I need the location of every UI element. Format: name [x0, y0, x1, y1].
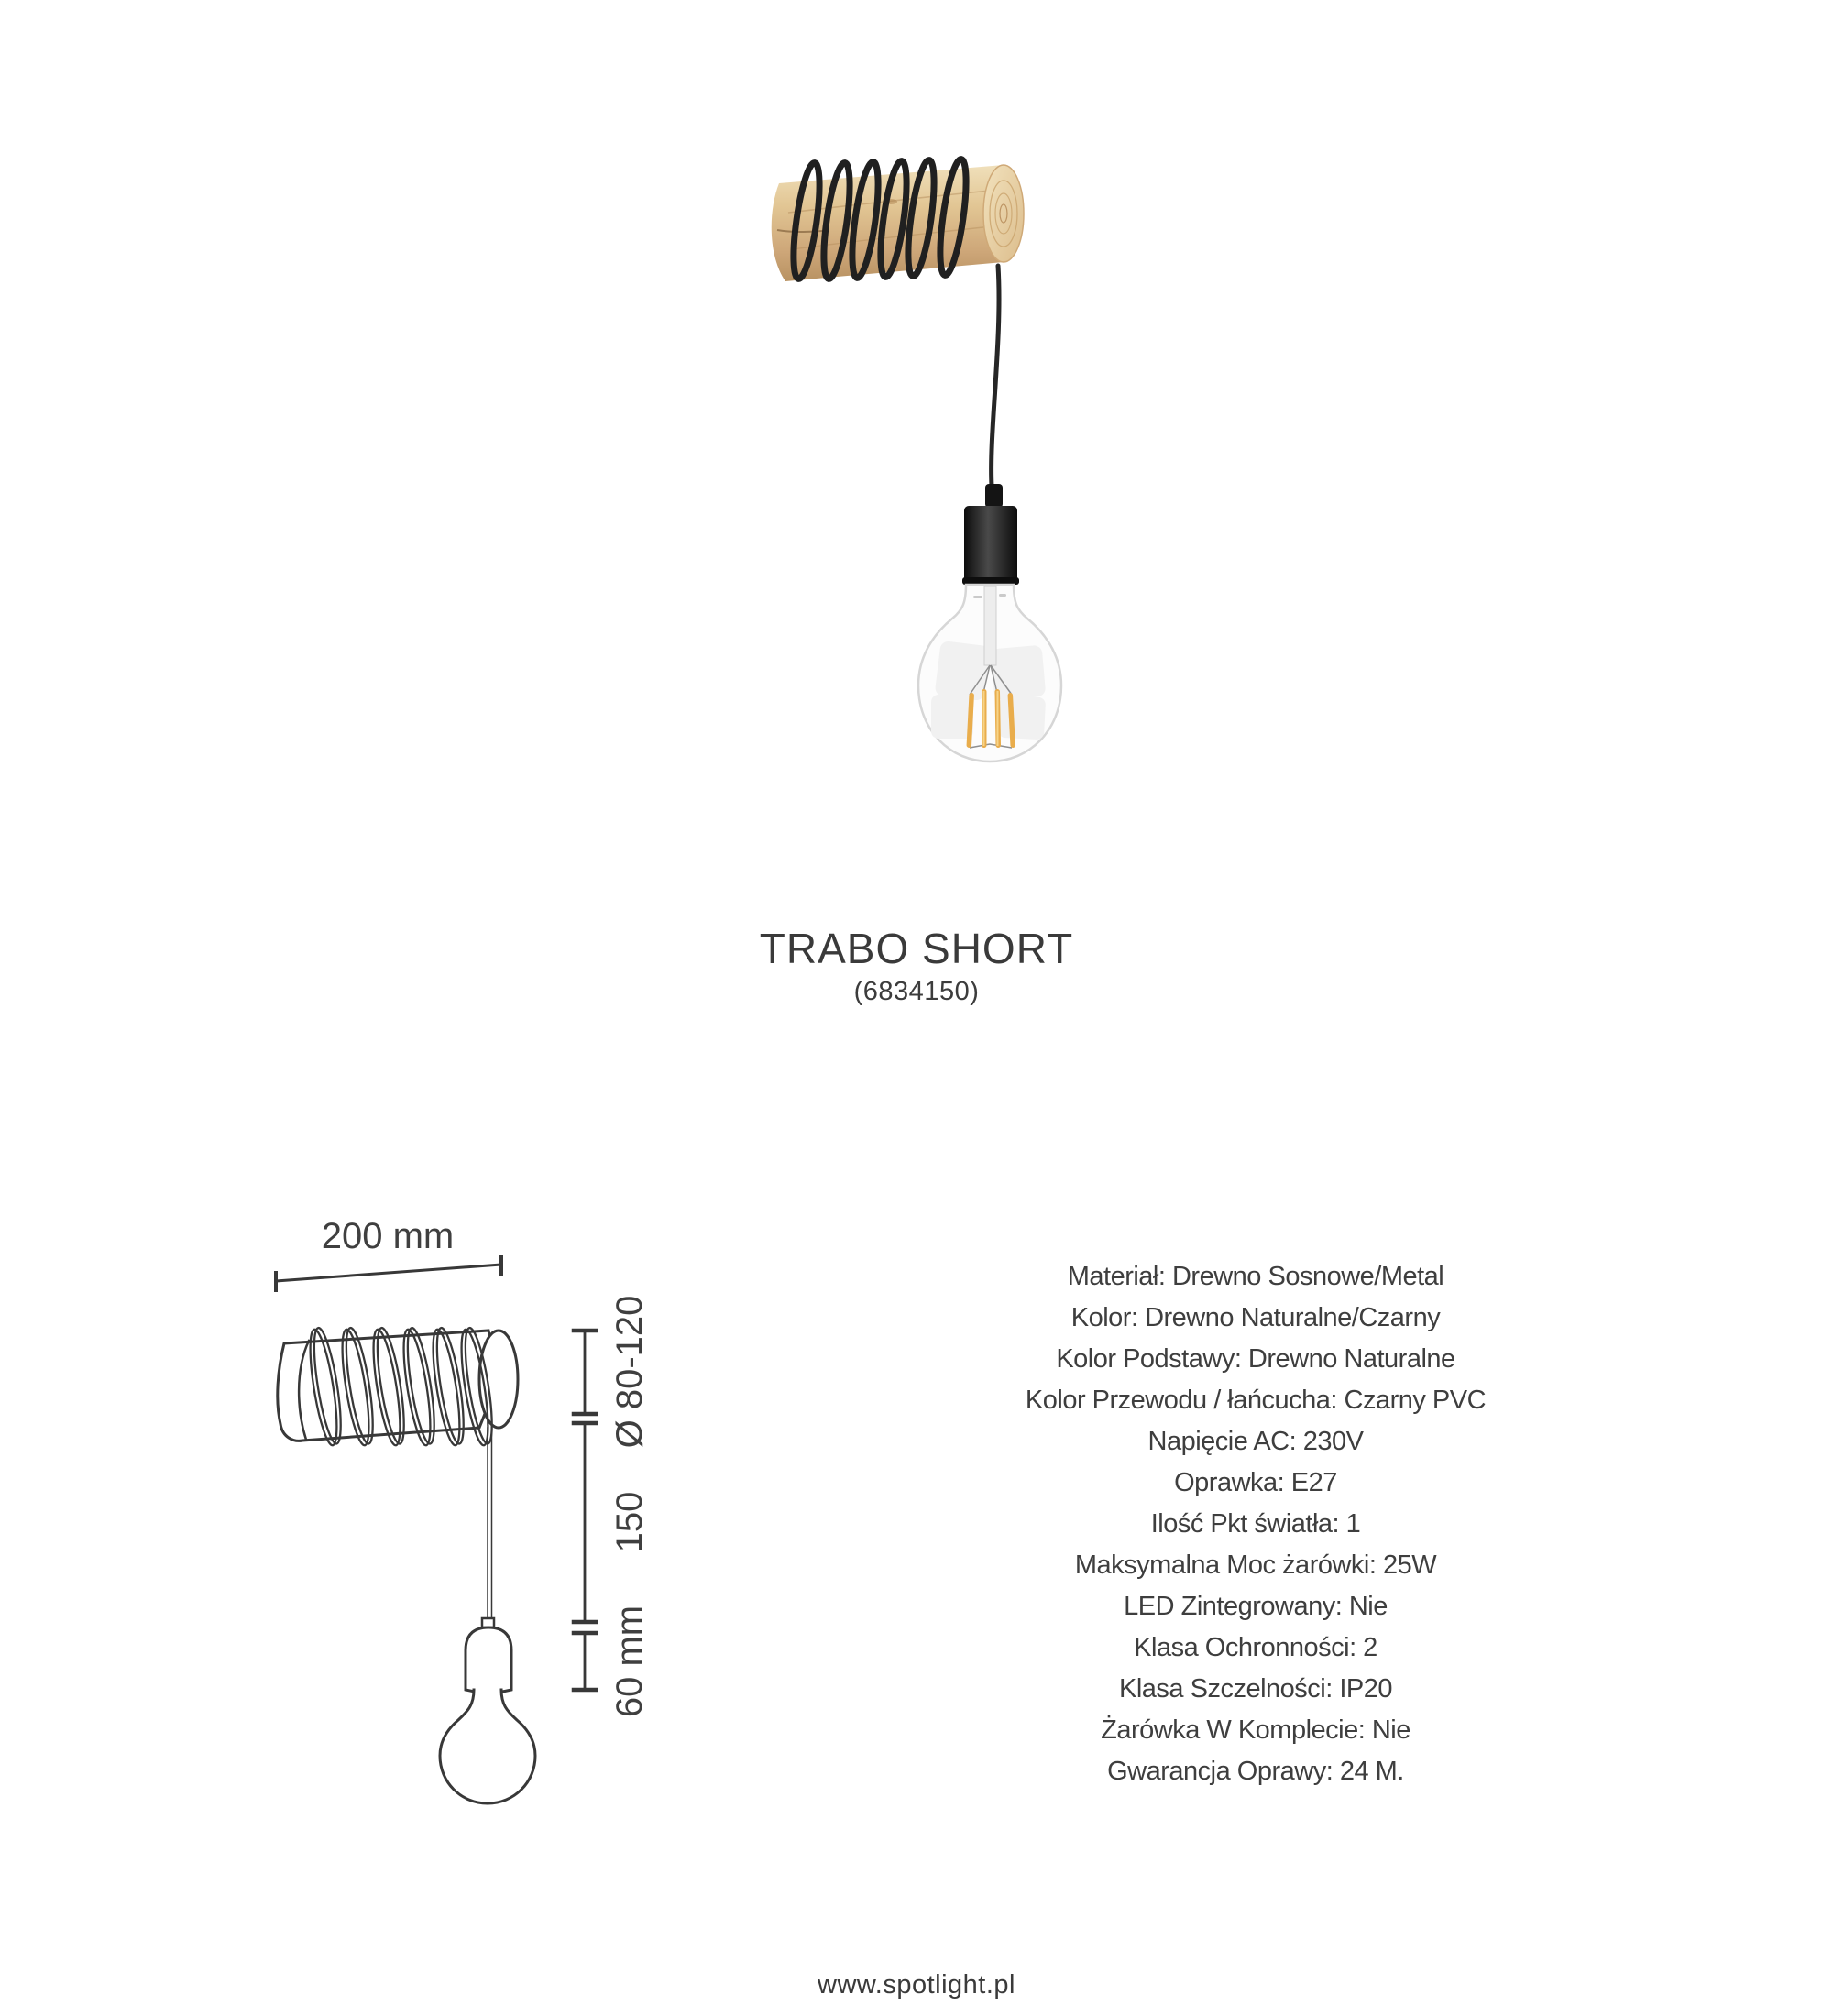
- width-dimension-line: [276, 1256, 501, 1290]
- bulb-outline: [440, 1690, 535, 1803]
- width-dimension-label: 200 mm: [321, 1216, 455, 1256]
- spec-line: LED Zintegrowany: Nie: [1124, 1592, 1388, 1621]
- spec-line: Maksymalna Moc żarówki: 25W: [1074, 1550, 1437, 1580]
- product-code: (6834150): [853, 977, 980, 1006]
- dimension-diagram: [257, 1191, 660, 1833]
- socket-outline: [466, 1627, 511, 1693]
- spec-line: Kolor: Drewno Naturalne/Czarny: [1070, 1303, 1441, 1332]
- log-end-grain: [983, 165, 1024, 262]
- product-title: TRABO SHORT: [759, 925, 1074, 972]
- spec-line: Ilość Pkt światła: 1: [1150, 1509, 1361, 1539]
- spec-line: Klasa Szczelności: IP20: [1119, 1674, 1392, 1704]
- spec-line: Napięcie AC: 230V: [1147, 1427, 1364, 1456]
- spec-list: [962, 1256, 1549, 1792]
- spec-line: Oprawka: E27: [1174, 1468, 1337, 1497]
- spec-line: Gwarancja Oprawy: 24 M.: [1107, 1757, 1404, 1786]
- cable-grip: [985, 484, 1003, 508]
- product-photo: [752, 137, 1081, 779]
- spec-line: Żarówka W Komplecie: Nie: [1101, 1715, 1410, 1745]
- cable-length-dimension-label: 150: [609, 1491, 650, 1553]
- height-dimension-line: [574, 1331, 596, 1690]
- cable-outline: [482, 1427, 494, 1627]
- light-bulb: [918, 585, 1061, 761]
- spec-line: Kolor Przewodu / łańcucha: Czarny PVC: [1025, 1386, 1487, 1415]
- spec-line: Materiał: Drewno Sosnowe/Metal: [1067, 1262, 1444, 1291]
- power-cable: [992, 266, 999, 486]
- bulb-stem: [984, 586, 996, 665]
- website-url: www.spotlight.pl: [818, 1970, 1015, 2000]
- diameter-dimension-label: Ø 80-120: [609, 1295, 650, 1449]
- bulb-socket: [962, 506, 1019, 585]
- spec-line: Kolor Podstawy: Drewno Naturalne: [1056, 1344, 1455, 1374]
- socket-height-dimension-label: 60 mm: [609, 1605, 650, 1718]
- spec-line: Klasa Ochronności: 2: [1134, 1633, 1377, 1662]
